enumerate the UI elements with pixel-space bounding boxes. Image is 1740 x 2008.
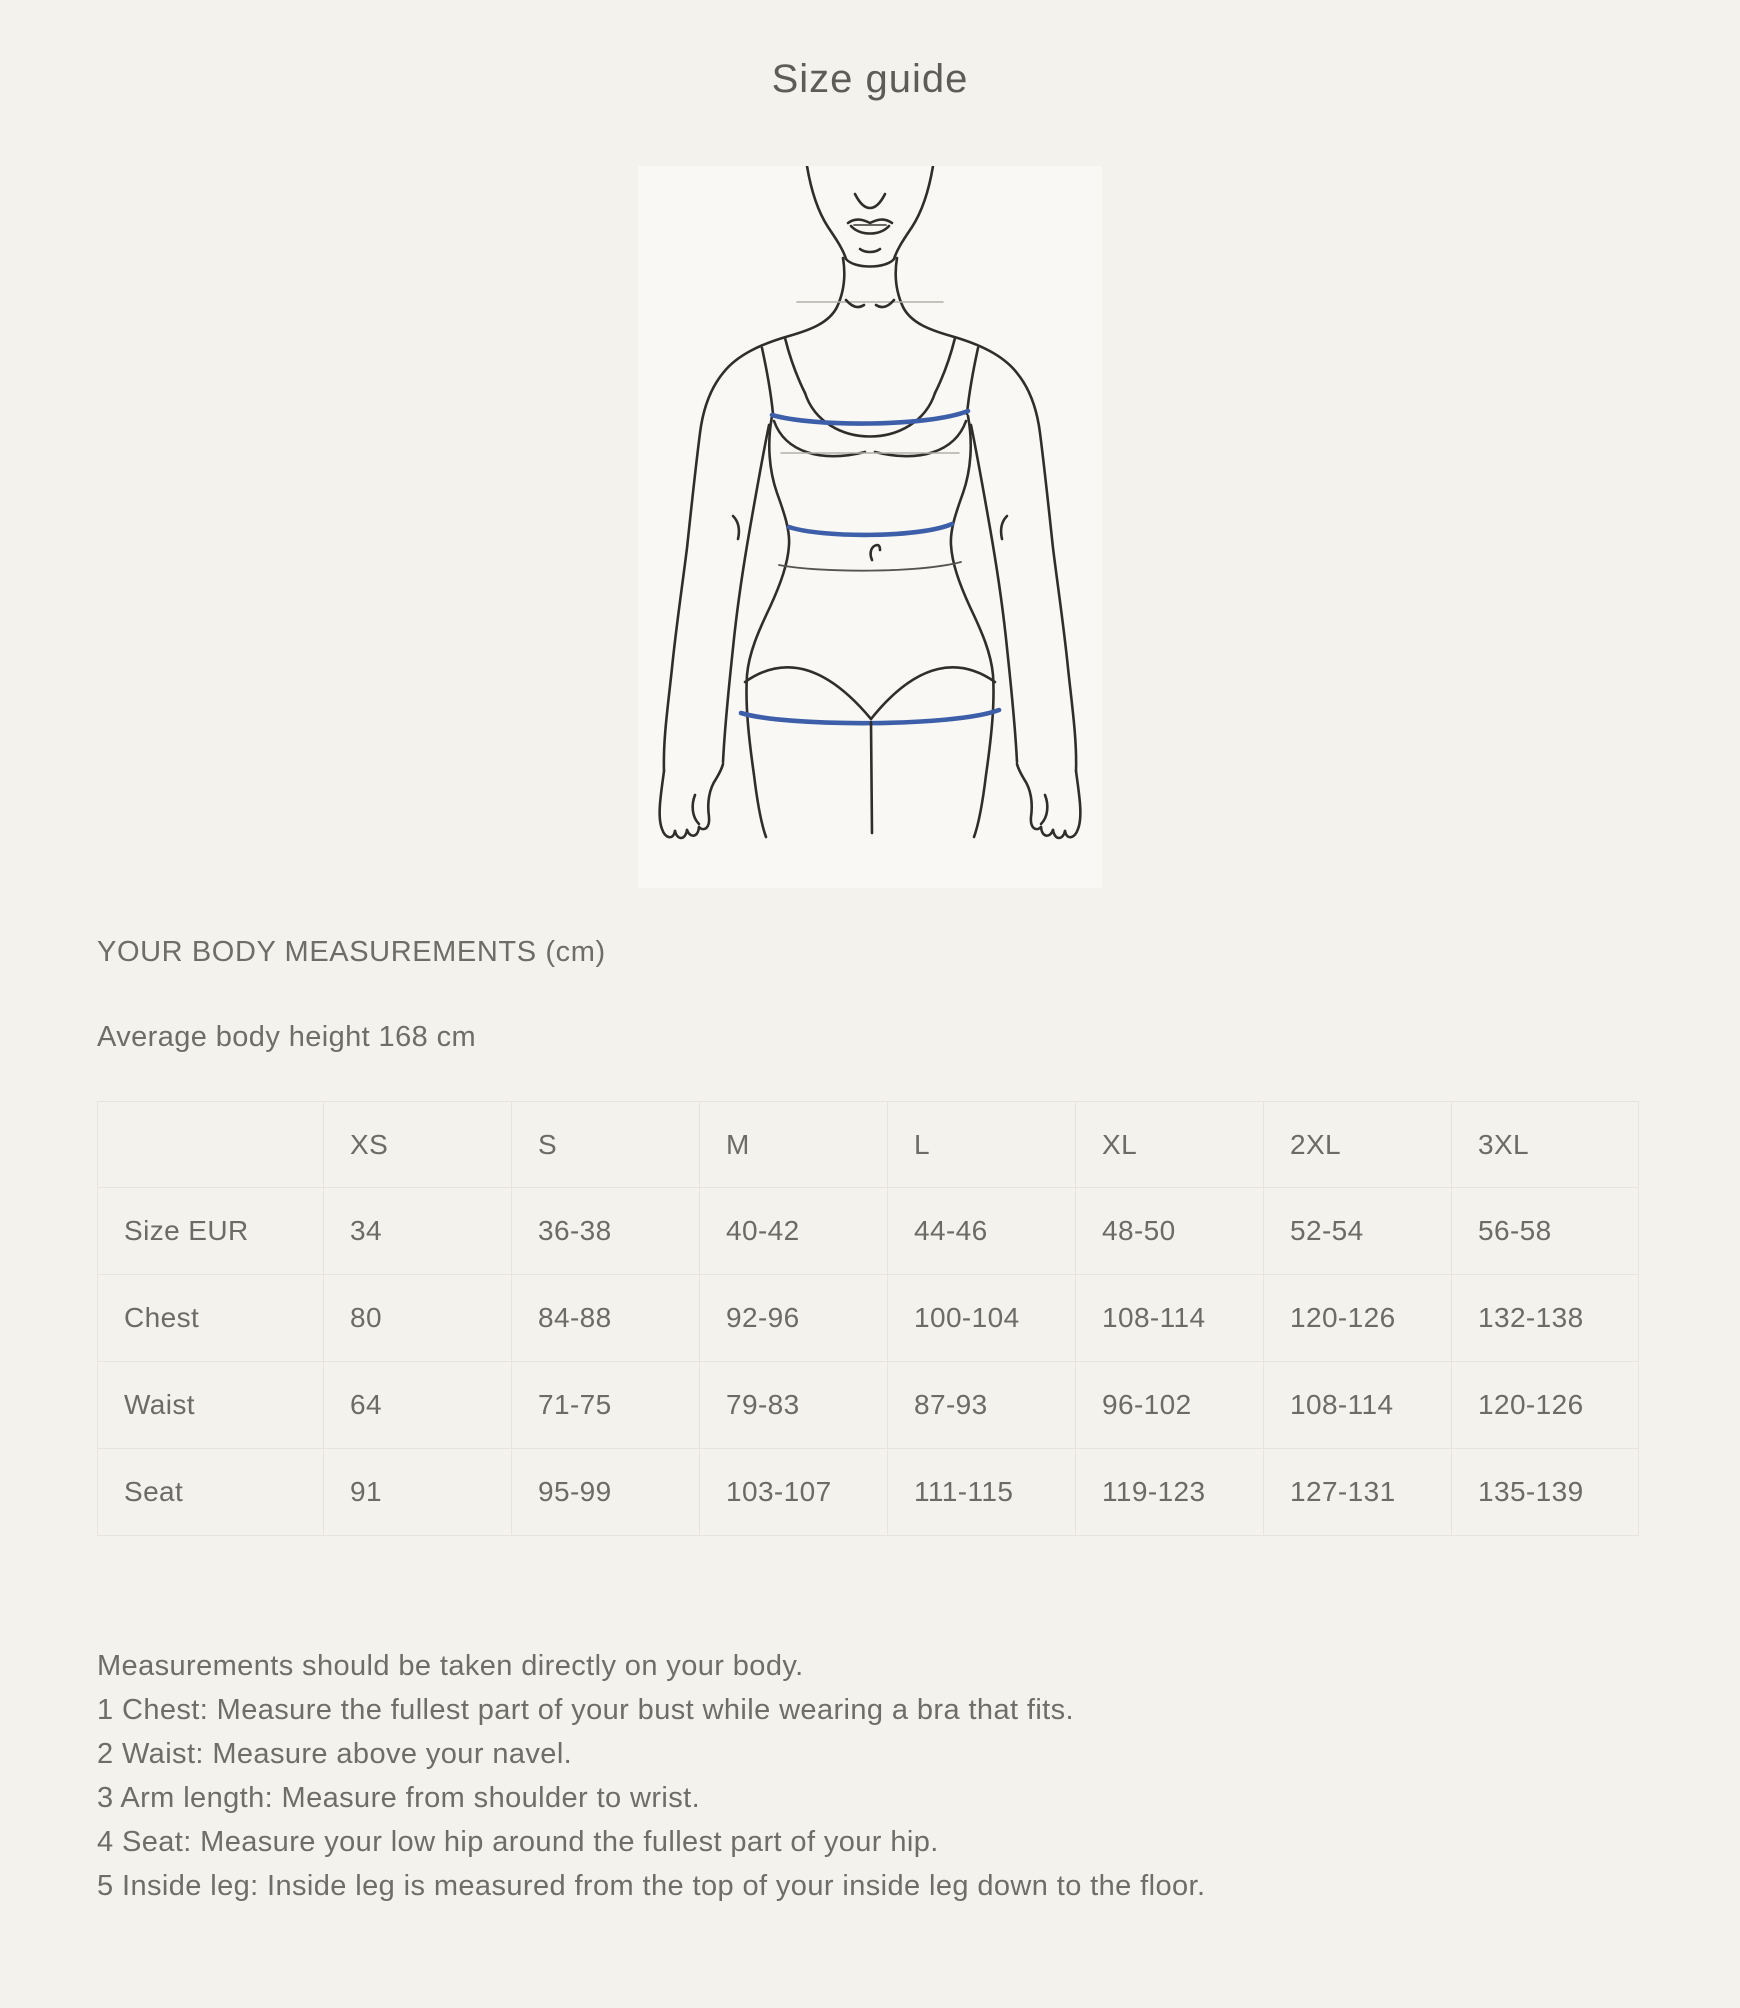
measurement-cell: 92-96	[700, 1275, 888, 1362]
measurement-cell: 96-102	[1076, 1362, 1264, 1449]
measurement-cell: 120-126	[1264, 1275, 1452, 1362]
table-row	[98, 1188, 1639, 1275]
note-line: 2 Waist: Measure above your navel.	[97, 1738, 573, 1770]
measurement-cell: 64	[324, 1362, 512, 1449]
size-column-header: XS	[324, 1102, 512, 1188]
collarbone-lines	[797, 300, 943, 307]
row-label: Seat	[98, 1449, 324, 1536]
measurement-cell: 52-54	[1264, 1188, 1452, 1275]
measurement-cell: 36-38	[512, 1188, 700, 1275]
measurement-cell: 108-114	[1076, 1275, 1264, 1362]
measurement-cell: 56-58	[1452, 1188, 1639, 1275]
measurement-cell: 87-93	[888, 1362, 1076, 1449]
table-row	[98, 1362, 1639, 1449]
size-column-header: M	[700, 1102, 888, 1188]
table-row	[98, 1275, 1639, 1362]
size-column-header: L	[888, 1102, 1076, 1188]
measurement-cell: 44-46	[888, 1188, 1076, 1275]
measurement-cell: 120-126	[1452, 1362, 1639, 1449]
right-hand	[1017, 764, 1080, 838]
measurement-cell: 135-139	[1452, 1449, 1639, 1536]
row-label: Size EUR	[98, 1188, 324, 1275]
table-corner-cell	[98, 1102, 324, 1188]
measurement-cell: 119-123	[1076, 1449, 1264, 1536]
measurement-cell: 71-75	[512, 1362, 700, 1449]
face-outline	[807, 166, 933, 267]
measurement-cell: 84-88	[512, 1275, 700, 1362]
measurement-cell: 111-115	[888, 1449, 1076, 1536]
note-line: 4 Seat: Measure your low hip around the fullest part of your hip.	[97, 1826, 939, 1858]
size-column-header: 2XL	[1264, 1102, 1452, 1188]
table-row	[98, 1449, 1639, 1536]
page-title: Size guide	[771, 57, 969, 101]
measurement-cell: 103-107	[700, 1449, 888, 1536]
inside-leg-measure-line	[871, 722, 872, 833]
measurement-cell: 79-83	[700, 1362, 888, 1449]
size-column-header: S	[512, 1102, 700, 1188]
average-height-text: Average body height 168 cm	[97, 1021, 477, 1053]
body-figure-illustration	[638, 166, 1102, 888]
measurement-cell: 100-104	[888, 1275, 1076, 1362]
neck-shoulders-arms	[664, 258, 1076, 771]
table-header-row	[98, 1102, 1639, 1188]
left-hand	[660, 764, 723, 838]
measurement-cell: 91	[324, 1449, 512, 1536]
note-line: Measurements should be taken directly on your body.	[97, 1650, 804, 1682]
size-table-body	[98, 1188, 1639, 1536]
measurement-cell: 108-114	[1264, 1362, 1452, 1449]
notes-list	[97, 1644, 1643, 1908]
chest-measure-line	[772, 411, 968, 424]
measurement-cell: 34	[324, 1188, 512, 1275]
waist-measure-line	[789, 524, 952, 535]
briefs-outline	[745, 562, 995, 719]
measurement-cell: 80	[324, 1275, 512, 1362]
measurement-cell: 48-50	[1076, 1188, 1264, 1275]
body-figure-svg	[638, 166, 1102, 888]
navel-mark	[871, 545, 880, 560]
body-measurements-heading: YOUR BODY MEASUREMENTS (cm)	[97, 936, 606, 968]
size-table	[97, 1101, 1639, 1536]
row-label: Waist	[98, 1362, 324, 1449]
note-line: 3 Arm length: Measure from shoulder to wrist.	[97, 1782, 701, 1814]
measurement-cell: 132-138	[1452, 1275, 1639, 1362]
row-label: Chest	[98, 1275, 324, 1362]
size-column-header: XL	[1076, 1102, 1264, 1188]
measurement-cell: 95-99	[512, 1449, 700, 1536]
measurement-cell: 40-42	[700, 1188, 888, 1275]
torso-outline	[746, 416, 993, 837]
measurement-cell: 127-131	[1264, 1449, 1452, 1536]
bra-outline	[762, 338, 978, 456]
size-column-header: 3XL	[1452, 1102, 1639, 1188]
note-line: 1 Chest: Measure the fullest part of your bust while wearing a bra that fits.	[97, 1694, 1074, 1726]
note-line: 5 Inside leg: Inside leg is measured from the top of your inside leg down to the floor.	[97, 1870, 1206, 1902]
